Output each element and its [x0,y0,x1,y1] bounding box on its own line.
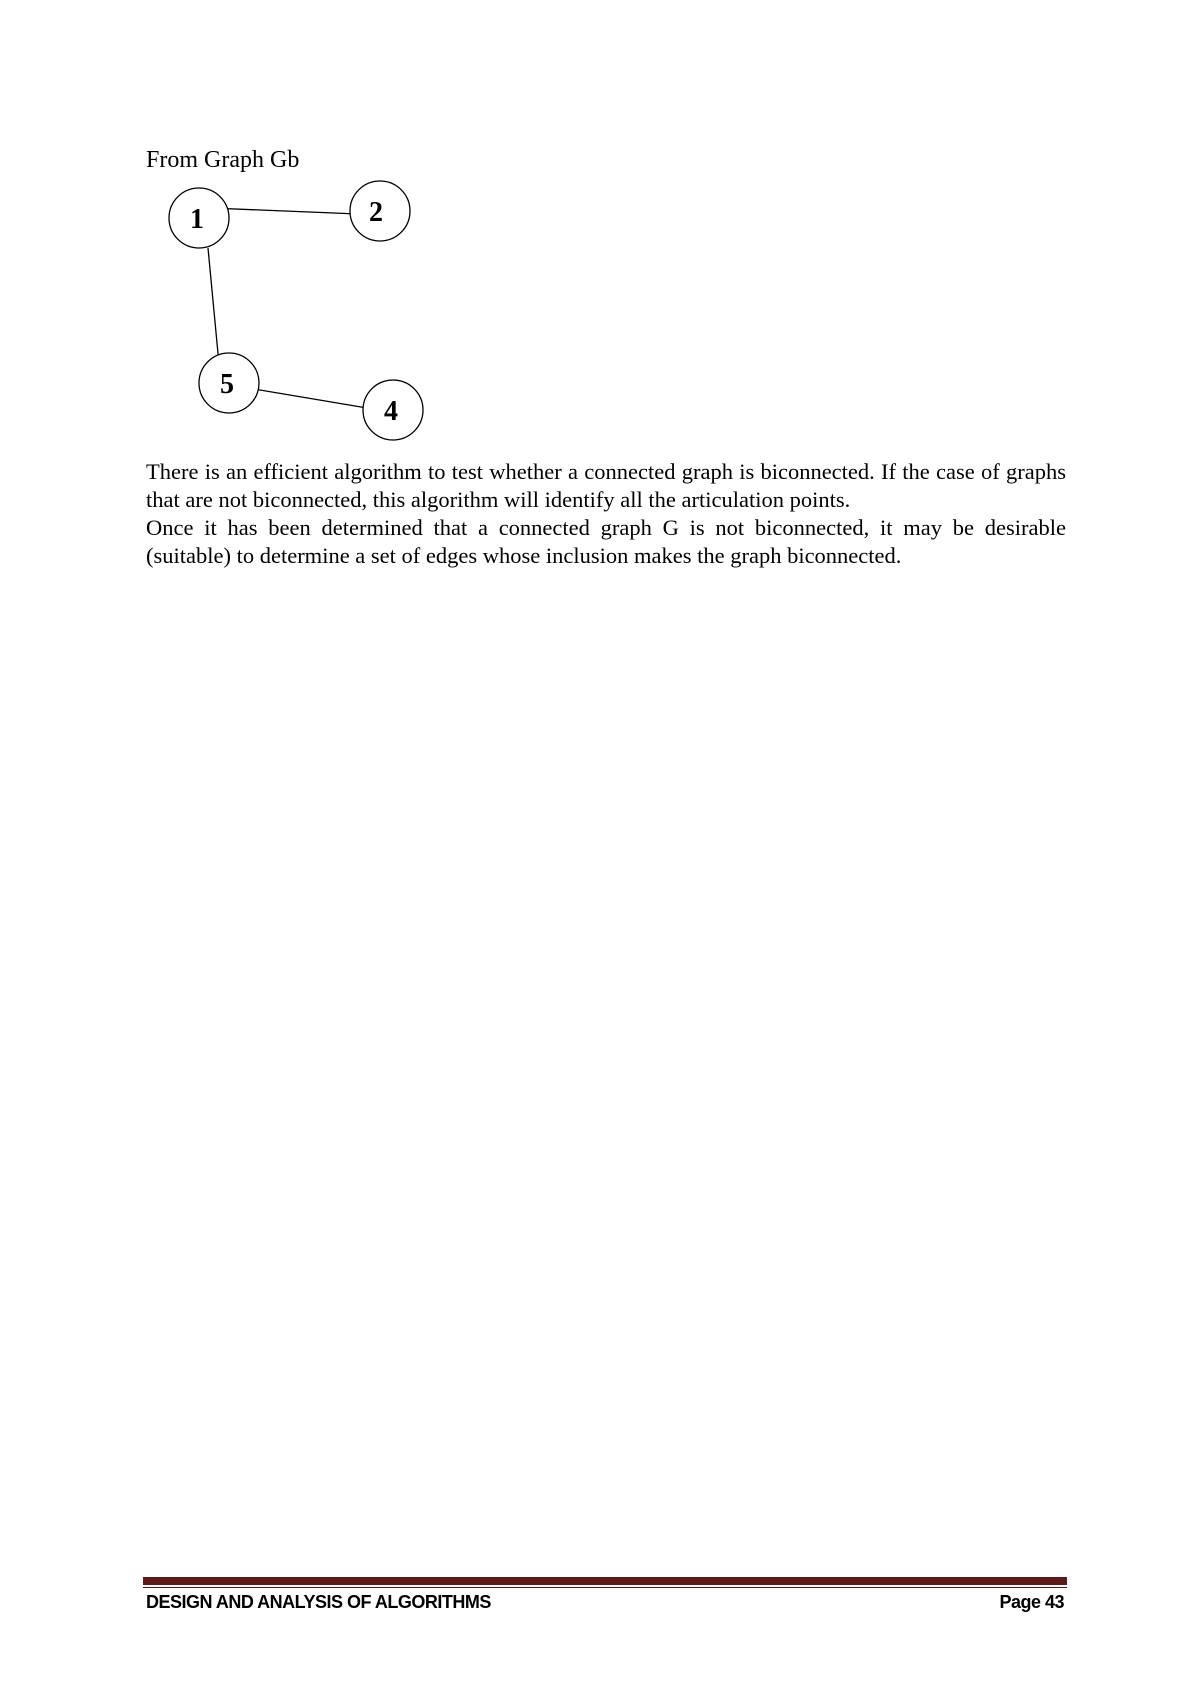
graph-node-label-2: 2 [369,197,383,228]
graph-node-2 [350,181,410,241]
graph-node-label-4: 4 [384,396,398,427]
graph-node-4 [363,380,423,440]
graph-diagram [150,170,440,450]
footer-rule [143,1577,1067,1585]
footer-page-number: Page 43 [999,1592,1064,1612]
graph-node-5 [199,353,259,413]
graph-node-label-5: 5 [220,369,234,400]
graph-edge-1-5 [208,248,219,364]
footer-title: DESIGN AND ANALYSIS OF ALGORITHMS [146,1592,491,1612]
graph-node-label-1: 1 [190,204,204,235]
graph-caption: From Graph Gb [146,147,300,173]
graph-figure [150,170,440,450]
body-text [146,458,1066,570]
paragraph-edge-set: Once it has been determined that a connected graph G is not biconnected, it may be desirable (suitable) to determine a set of edges whose inclusion makes the graph biconnected. [146,515,1066,568]
graph-edge-1-2 [210,208,358,214]
paragraph-biconnected-test: There is an efficient algorithm to test whether a connected graph is biconnected. If the case of graphs that are not biconnected, this algorithm will identify all the articulation points. [146,459,1066,512]
footer-rule-thin [143,1587,1067,1588]
graph-node-1 [169,188,229,248]
